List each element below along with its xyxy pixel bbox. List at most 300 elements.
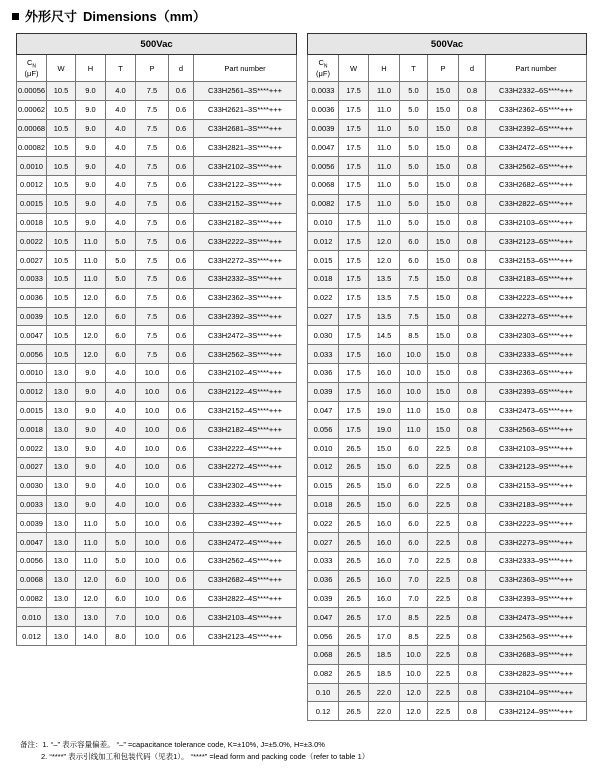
d-cell: 0.8	[459, 457, 486, 476]
cn-cell: 0.0012	[17, 175, 47, 194]
d-cell: 0.8	[459, 627, 486, 646]
table-row	[308, 533, 587, 552]
w-cell: 13.0	[47, 439, 76, 458]
d-cell: 0.6	[169, 232, 194, 251]
p-cell: 7.5	[136, 138, 169, 157]
p-cell: 10.0	[136, 627, 169, 646]
part-number-cell: C33H2103–9S****+++	[486, 439, 587, 458]
d-cell: 0.6	[169, 476, 194, 495]
h-cell: 12.0	[76, 570, 106, 589]
table-row	[308, 138, 587, 157]
h-cell: 9.0	[76, 401, 106, 420]
part-number-cell: C33H2222–4S****+++	[194, 439, 297, 458]
h-cell: 16.0	[369, 589, 400, 608]
part-number-cell: C33H2363–9S****+++	[486, 570, 587, 589]
part-number-cell: C33H2182–4S****+++	[194, 420, 297, 439]
p-cell: 15.0	[428, 138, 459, 157]
table-row	[308, 175, 587, 194]
t-cell: 6.0	[106, 288, 136, 307]
p-cell: 15.0	[428, 119, 459, 138]
p-cell: 22.5	[428, 533, 459, 552]
p-cell: 7.5	[136, 232, 169, 251]
part-number-cell: C33H2183–9S****+++	[486, 495, 587, 514]
t-cell: 5.0	[106, 232, 136, 251]
t-cell: 6.0	[400, 457, 428, 476]
w-cell: 13.0	[47, 570, 76, 589]
d-cell: 0.6	[169, 401, 194, 420]
d-cell: 0.6	[169, 345, 194, 364]
h-cell: 11.0	[76, 269, 106, 288]
t-cell: 4.0	[106, 175, 136, 194]
p-cell: 22.5	[428, 570, 459, 589]
t-cell: 12.0	[400, 702, 428, 721]
cn-cell: 0.039	[308, 382, 339, 401]
cn-cell: 0.0033	[17, 495, 47, 514]
p-cell: 10.0	[136, 495, 169, 514]
t-cell: 5.0	[400, 138, 428, 157]
d-cell: 0.6	[169, 307, 194, 326]
h-cell: 9.0	[76, 495, 106, 514]
t-cell: 5.0	[106, 269, 136, 288]
d-cell: 0.8	[459, 82, 486, 101]
part-number-cell: C33H2183–6S****+++	[486, 269, 587, 288]
d-cell: 0.8	[459, 345, 486, 364]
part-number-cell: C33H2621–3S****+++	[194, 100, 297, 119]
p-cell: 22.5	[428, 551, 459, 570]
p-cell: 10.0	[136, 533, 169, 552]
t-cell: 6.0	[400, 476, 428, 495]
t-cell: 6.0	[106, 345, 136, 364]
table-row	[17, 119, 297, 138]
cn-cell: 0.0015	[17, 401, 47, 420]
h-cell: 12.0	[76, 589, 106, 608]
h-cell: 13.5	[369, 288, 400, 307]
cn-cell: 0.0027	[17, 251, 47, 270]
w-cell: 17.5	[339, 363, 369, 382]
table-row	[17, 457, 297, 476]
col-header-p: P	[428, 55, 459, 82]
table-row	[308, 100, 587, 119]
p-cell: 22.5	[428, 664, 459, 683]
w-cell: 17.5	[339, 100, 369, 119]
p-cell: 10.0	[136, 476, 169, 495]
d-cell: 0.8	[459, 119, 486, 138]
w-cell: 10.5	[47, 232, 76, 251]
h-cell: 18.5	[369, 645, 400, 664]
w-cell: 10.5	[47, 213, 76, 232]
t-cell: 4.0	[106, 82, 136, 101]
h-cell: 16.0	[369, 514, 400, 533]
part-number-cell: C33H2392–3S****+++	[194, 307, 297, 326]
h-cell: 12.0	[369, 251, 400, 270]
w-cell: 17.5	[339, 119, 369, 138]
w-cell: 13.0	[47, 476, 76, 495]
part-number-cell: C33H2153–6S****+++	[486, 251, 587, 270]
p-cell: 10.0	[136, 457, 169, 476]
w-cell: 26.5	[339, 533, 369, 552]
w-cell: 13.0	[47, 420, 76, 439]
title-cn: 外形尺寸	[25, 9, 78, 24]
table-row	[308, 627, 587, 646]
t-cell: 6.0	[400, 514, 428, 533]
footnote-1-text: 1. “–” 表示容量偏差。 “–” =capacitance tolerance code, K=±10%, J=±5.0%, H=±3.0%	[42, 740, 325, 749]
part-number-cell: C33H2102–3S****+++	[194, 157, 297, 176]
table-row	[308, 683, 587, 702]
w-cell: 17.5	[339, 269, 369, 288]
table-row	[308, 82, 587, 101]
h-cell: 12.0	[369, 232, 400, 251]
part-number-cell: C33H2562–6S****+++	[486, 157, 587, 176]
table-row	[17, 288, 297, 307]
d-cell: 0.6	[169, 100, 194, 119]
h-cell: 15.0	[369, 457, 400, 476]
h-cell: 9.0	[76, 363, 106, 382]
h-cell: 9.0	[76, 157, 106, 176]
h-cell: 17.0	[369, 627, 400, 646]
cn-cell: 0.036	[308, 570, 339, 589]
cn-cell: 0.082	[308, 664, 339, 683]
d-cell: 0.6	[169, 627, 194, 646]
p-cell: 15.0	[428, 326, 459, 345]
d-cell: 0.8	[459, 382, 486, 401]
t-cell: 4.0	[106, 495, 136, 514]
h-cell: 9.0	[76, 82, 106, 101]
h-cell: 11.0	[369, 138, 400, 157]
w-cell: 26.5	[339, 495, 369, 514]
col-header-w: W	[339, 55, 369, 82]
col-header-p: P	[136, 55, 169, 82]
w-cell: 10.5	[47, 251, 76, 270]
d-cell: 0.8	[459, 551, 486, 570]
p-cell: 22.5	[428, 495, 459, 514]
part-number-cell: C33H2472–4S****+++	[194, 533, 297, 552]
part-number-cell: C33H2562–4S****+++	[194, 551, 297, 570]
cn-cell: 0.0018	[17, 420, 47, 439]
w-cell: 26.5	[339, 589, 369, 608]
t-cell: 11.0	[400, 401, 428, 420]
w-cell: 26.5	[339, 570, 369, 589]
t-cell: 10.0	[400, 382, 428, 401]
part-number-cell: C33H2822–6S****+++	[486, 194, 587, 213]
p-cell: 15.0	[428, 175, 459, 194]
part-number-cell: C33H2332–3S****+++	[194, 269, 297, 288]
table-row	[17, 495, 297, 514]
cn-cell: 0.0039	[308, 119, 339, 138]
footnote-prefix: 备注：	[20, 740, 43, 749]
p-cell: 15.0	[428, 401, 459, 420]
cn-cell: 0.012	[308, 232, 339, 251]
h-cell: 22.0	[369, 683, 400, 702]
t-cell: 4.0	[106, 401, 136, 420]
part-number-cell: C33H2102–4S****+++	[194, 363, 297, 382]
w-cell: 17.5	[339, 232, 369, 251]
w-cell: 10.5	[47, 82, 76, 101]
t-cell: 4.0	[106, 157, 136, 176]
w-cell: 13.0	[47, 589, 76, 608]
page-title	[12, 6, 206, 25]
t-cell: 10.0	[400, 645, 428, 664]
cn-cell: 0.036	[308, 363, 339, 382]
d-cell: 0.6	[169, 457, 194, 476]
cn-cell: 0.018	[308, 269, 339, 288]
d-cell: 0.8	[459, 589, 486, 608]
dimensions-table-right	[307, 33, 587, 721]
cn-cell: 0.012	[308, 457, 339, 476]
col-header-d: d	[169, 55, 194, 82]
p-cell: 7.5	[136, 194, 169, 213]
part-number-cell: C33H2333–9S****+++	[486, 551, 587, 570]
p-cell: 10.0	[136, 420, 169, 439]
h-cell: 11.0	[76, 551, 106, 570]
cn-cell: 0.047	[308, 608, 339, 627]
h-cell: 9.0	[76, 420, 106, 439]
w-cell: 10.5	[47, 100, 76, 119]
table-body-right	[308, 82, 587, 721]
h-cell: 15.0	[369, 476, 400, 495]
part-number-cell: C33H2822–4S****+++	[194, 589, 297, 608]
table-row	[308, 213, 587, 232]
p-cell: 15.0	[428, 251, 459, 270]
table-row	[308, 382, 587, 401]
w-cell: 13.0	[47, 533, 76, 552]
h-cell: 11.0	[369, 194, 400, 213]
part-number-cell: C33H2182–3S****+++	[194, 213, 297, 232]
part-number-cell: C33H2682–4S****+++	[194, 570, 297, 589]
w-cell: 26.5	[339, 664, 369, 683]
table-row	[308, 307, 587, 326]
part-number-cell: C33H2563–6S****+++	[486, 420, 587, 439]
part-number-cell: C33H2122–3S****+++	[194, 175, 297, 194]
cn-cell: 0.00082	[17, 138, 47, 157]
h-cell: 11.0	[369, 175, 400, 194]
d-cell: 0.8	[459, 420, 486, 439]
part-number-cell: C33H2272–4S****+++	[194, 457, 297, 476]
t-cell: 5.0	[400, 157, 428, 176]
table-row	[308, 589, 587, 608]
col-header-part: Part number	[486, 55, 587, 82]
cn-cell: 0.022	[308, 288, 339, 307]
cn-cell: 0.0056	[308, 157, 339, 176]
cn-cell: 0.0012	[17, 382, 47, 401]
cn-cell: 0.033	[308, 551, 339, 570]
cn-cell: 0.0039	[17, 514, 47, 533]
t-cell: 8.5	[400, 326, 428, 345]
t-cell: 7.5	[400, 288, 428, 307]
w-cell: 17.5	[339, 420, 369, 439]
cn-cell: 0.068	[308, 645, 339, 664]
h-cell: 9.0	[76, 194, 106, 213]
cn-cell: 0.0010	[17, 157, 47, 176]
title-en: Dimensions（mm）	[83, 9, 206, 24]
t-cell: 10.0	[400, 664, 428, 683]
p-cell: 10.0	[136, 382, 169, 401]
h-cell: 19.0	[369, 420, 400, 439]
p-cell: 15.0	[428, 288, 459, 307]
d-cell: 0.6	[169, 570, 194, 589]
part-number-cell: C33H2152–4S****+++	[194, 401, 297, 420]
h-cell: 15.0	[369, 439, 400, 458]
h-cell: 11.0	[369, 100, 400, 119]
t-cell: 7.5	[400, 307, 428, 326]
t-cell: 5.0	[400, 175, 428, 194]
w-cell: 13.0	[47, 627, 76, 646]
part-number-cell: C33H2392–4S****+++	[194, 514, 297, 533]
t-cell: 6.0	[400, 251, 428, 270]
cn-cell: 0.00056	[17, 82, 47, 101]
p-cell: 15.0	[428, 420, 459, 439]
d-cell: 0.6	[169, 589, 194, 608]
p-cell: 15.0	[428, 363, 459, 382]
cn-cell: 0.010	[308, 439, 339, 458]
t-cell: 4.0	[106, 476, 136, 495]
h-cell: 11.0	[369, 119, 400, 138]
p-cell: 22.5	[428, 589, 459, 608]
part-number-cell: C33H2393–9S****+++	[486, 589, 587, 608]
h-cell: 13.0	[76, 608, 106, 627]
table-row	[17, 589, 297, 608]
p-cell: 10.0	[136, 401, 169, 420]
h-cell: 12.0	[76, 326, 106, 345]
d-cell: 0.8	[459, 194, 486, 213]
part-number-cell: C33H2681–3S****+++	[194, 119, 297, 138]
part-number-cell: C33H2103–6S****+++	[486, 213, 587, 232]
h-cell: 16.0	[369, 533, 400, 552]
voltage-header: 500Vac	[308, 34, 587, 55]
cn-cell: 0.056	[308, 627, 339, 646]
cn-cell: 0.0068	[308, 175, 339, 194]
table-row	[308, 570, 587, 589]
w-cell: 17.5	[339, 138, 369, 157]
t-cell: 10.0	[400, 363, 428, 382]
w-cell: 10.5	[47, 307, 76, 326]
p-cell: 15.0	[428, 269, 459, 288]
h-cell: 9.0	[76, 213, 106, 232]
h-cell: 17.0	[369, 608, 400, 627]
part-number-cell: C33H2103–4S****+++	[194, 608, 297, 627]
d-cell: 0.8	[459, 157, 486, 176]
h-cell: 9.0	[76, 457, 106, 476]
p-cell: 7.5	[136, 213, 169, 232]
part-number-cell: C33H2152–3S****+++	[194, 194, 297, 213]
w-cell: 10.5	[47, 119, 76, 138]
cn-cell: 0.056	[308, 420, 339, 439]
t-cell: 6.0	[106, 570, 136, 589]
part-number-cell: C33H2123–4S****+++	[194, 627, 297, 646]
w-cell: 26.5	[339, 551, 369, 570]
table-row	[17, 213, 297, 232]
part-number-cell: C33H2273–9S****+++	[486, 533, 587, 552]
w-cell: 10.5	[47, 175, 76, 194]
cn-cell: 0.027	[308, 307, 339, 326]
part-number-cell: C33H2272–3S****+++	[194, 251, 297, 270]
part-number-cell: C33H2473–9S****+++	[486, 608, 587, 627]
t-cell: 6.0	[400, 439, 428, 458]
d-cell: 0.6	[169, 194, 194, 213]
cn-cell: 0.033	[308, 345, 339, 364]
h-cell: 11.0	[76, 533, 106, 552]
cn-cell: 0.0036	[17, 288, 47, 307]
table-row	[308, 232, 587, 251]
t-cell: 4.0	[106, 138, 136, 157]
cn-cell: 0.0030	[17, 476, 47, 495]
cn-cell: 0.0027	[17, 457, 47, 476]
col-header-w: W	[47, 55, 76, 82]
w-cell: 10.5	[47, 138, 76, 157]
d-cell: 0.8	[459, 100, 486, 119]
p-cell: 22.5	[428, 627, 459, 646]
p-cell: 7.5	[136, 175, 169, 194]
w-cell: 26.5	[339, 457, 369, 476]
d-cell: 0.8	[459, 570, 486, 589]
w-cell: 10.5	[47, 194, 76, 213]
d-cell: 0.8	[459, 664, 486, 683]
d-cell: 0.8	[459, 683, 486, 702]
table-row	[17, 194, 297, 213]
cn-cell: 0.0022	[17, 232, 47, 251]
d-cell: 0.6	[169, 608, 194, 627]
cn-cell: 0.010	[308, 213, 339, 232]
part-number-cell: C33H2303–6S****+++	[486, 326, 587, 345]
p-cell: 7.5	[136, 157, 169, 176]
table-row	[17, 269, 297, 288]
h-cell: 9.0	[76, 100, 106, 119]
table-row	[308, 269, 587, 288]
w-cell: 10.5	[47, 269, 76, 288]
d-cell: 0.8	[459, 288, 486, 307]
d-cell: 0.8	[459, 232, 486, 251]
cn-cell: 0.0056	[17, 345, 47, 364]
p-cell: 10.0	[136, 570, 169, 589]
t-cell: 7.0	[400, 570, 428, 589]
part-number-cell: C33H2392–6S****+++	[486, 119, 587, 138]
h-cell: 13.5	[369, 307, 400, 326]
w-cell: 13.0	[47, 495, 76, 514]
w-cell: 26.5	[339, 702, 369, 721]
cn-cell: 0.027	[308, 533, 339, 552]
t-cell: 6.0	[400, 495, 428, 514]
table-row	[17, 514, 297, 533]
table-row	[17, 251, 297, 270]
d-cell: 0.6	[169, 157, 194, 176]
p-cell: 7.5	[136, 82, 169, 101]
part-number-cell: C33H2104–9S****+++	[486, 683, 587, 702]
w-cell: 17.5	[339, 382, 369, 401]
t-cell: 11.0	[400, 420, 428, 439]
d-cell: 0.8	[459, 138, 486, 157]
h-cell: 16.0	[369, 345, 400, 364]
part-number-cell: C33H2302–4S****+++	[194, 476, 297, 495]
h-cell: 16.0	[369, 570, 400, 589]
h-cell: 9.0	[76, 476, 106, 495]
h-cell: 11.0	[369, 213, 400, 232]
part-number-cell: C33H2122–4S****+++	[194, 382, 297, 401]
d-cell: 0.6	[169, 251, 194, 270]
part-number-cell: C33H2472–3S****+++	[194, 326, 297, 345]
cn-cell: 0.047	[308, 401, 339, 420]
t-cell: 4.0	[106, 382, 136, 401]
w-cell: 13.0	[47, 608, 76, 627]
w-cell: 17.5	[339, 307, 369, 326]
h-cell: 11.0	[369, 157, 400, 176]
t-cell: 4.0	[106, 213, 136, 232]
cn-cell: 0.00062	[17, 100, 47, 119]
table-row	[17, 307, 297, 326]
d-cell: 0.6	[169, 288, 194, 307]
p-cell: 15.0	[428, 213, 459, 232]
part-number-cell: C33H2473–6S****+++	[486, 401, 587, 420]
col-header-h: H	[76, 55, 106, 82]
cn-cell: 0.018	[308, 495, 339, 514]
